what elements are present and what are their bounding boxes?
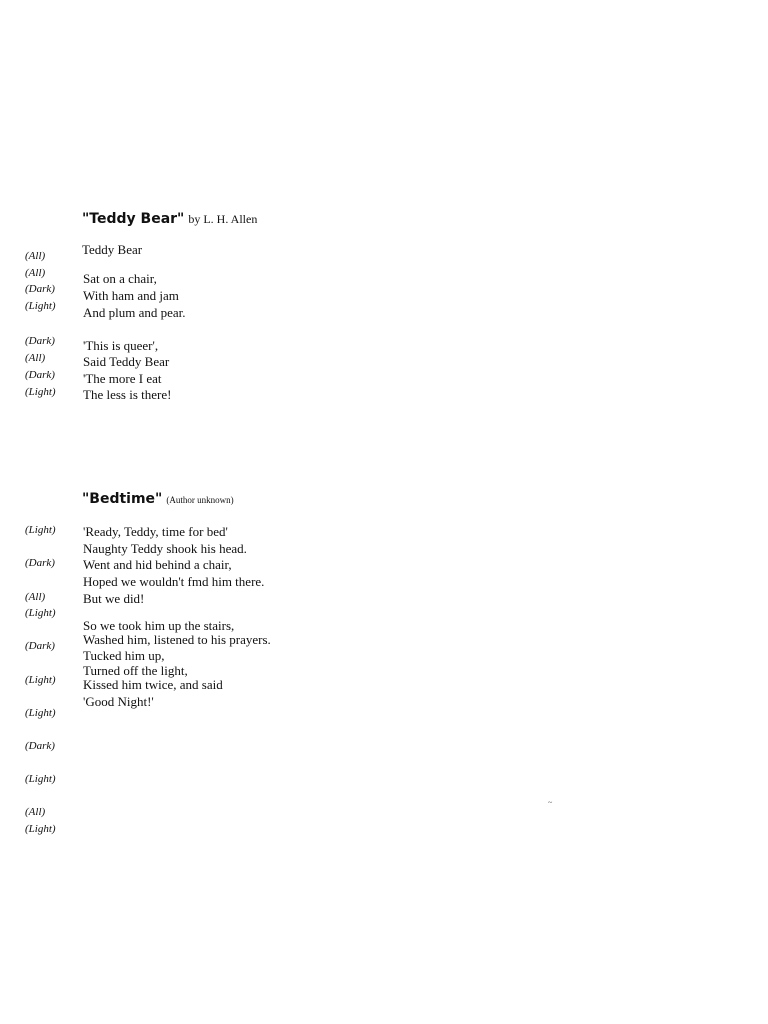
poem2-speaker: (Light) — [25, 707, 56, 719]
poem2-speaker: (All) — [25, 591, 46, 603]
poem1-line: Said Teddy Bear — [83, 354, 170, 369]
poem2-speaker: (All) — [25, 806, 46, 818]
poem1-speaker: (Dark) — [25, 335, 55, 347]
poem2-line: But we did! — [83, 591, 145, 606]
poem2-speaker: (Light) — [25, 823, 56, 835]
poem2-heading — [82, 490, 234, 508]
poem2-speaker: (Light) — [25, 674, 56, 686]
poem1-byline: by L. H. Allen — [188, 212, 258, 226]
poem2-speaker: (Light) — [25, 607, 56, 619]
stray-mark: ~ — [548, 798, 553, 807]
poem1-line: Teddy Bear — [82, 242, 143, 257]
poem1-line: And plum and pear. — [83, 305, 186, 320]
poem2-line: Hoped we wouldn't fmd him there. — [83, 574, 265, 589]
poem2-line: Turned off the light, — [83, 663, 188, 678]
poem2-line: 'Ready, Teddy, time for bed' — [83, 524, 228, 539]
poem1-line: 'The more I eat — [83, 371, 162, 386]
poem1-speaker: (Light) — [25, 386, 56, 398]
poem1-heading — [82, 210, 257, 228]
poem2-speaker: (Light) — [25, 773, 56, 785]
poem2-line: So we took him up the stairs, — [83, 618, 235, 633]
poem2-speaker: (Light) — [25, 524, 56, 536]
poem1-speaker: (All) — [25, 267, 46, 279]
poem1-speaker: (Dark) — [25, 283, 55, 295]
poem2-speaker: (Dark) — [25, 740, 55, 752]
poem2-title: "Bedtime" — [82, 491, 163, 507]
poem1-speaker: (All) — [25, 352, 46, 364]
poem2-speaker: (Dark) — [25, 557, 55, 569]
poem2-line: Washed him, listened to his prayers. — [83, 632, 271, 647]
poem2-line: Naughty Teddy shook his head. — [83, 541, 247, 556]
poem2-byline: (Author unknown) — [166, 495, 234, 505]
poem2-line: 'Good Night!' — [83, 694, 154, 709]
poem1-speaker: (Dark) — [25, 369, 55, 381]
poem2-line: Tucked him up, — [83, 648, 165, 663]
poem1-title: "Teddy Bear" — [82, 211, 185, 227]
poem1-line: With ham and jam — [83, 288, 179, 303]
poem1-line: 'This is queer', — [83, 338, 159, 353]
poem1-line: Sat on a chair, — [83, 271, 157, 286]
poem2-line: Went and hid behind a chair, — [83, 557, 232, 572]
poem2-speaker: (Dark) — [25, 640, 55, 652]
poem1-speaker: (Light) — [25, 300, 56, 312]
poem2-line: Kissed him twice, and said — [83, 677, 223, 692]
poem1-line: The less is there! — [83, 387, 172, 402]
poem1-speaker: (All) — [25, 250, 46, 262]
